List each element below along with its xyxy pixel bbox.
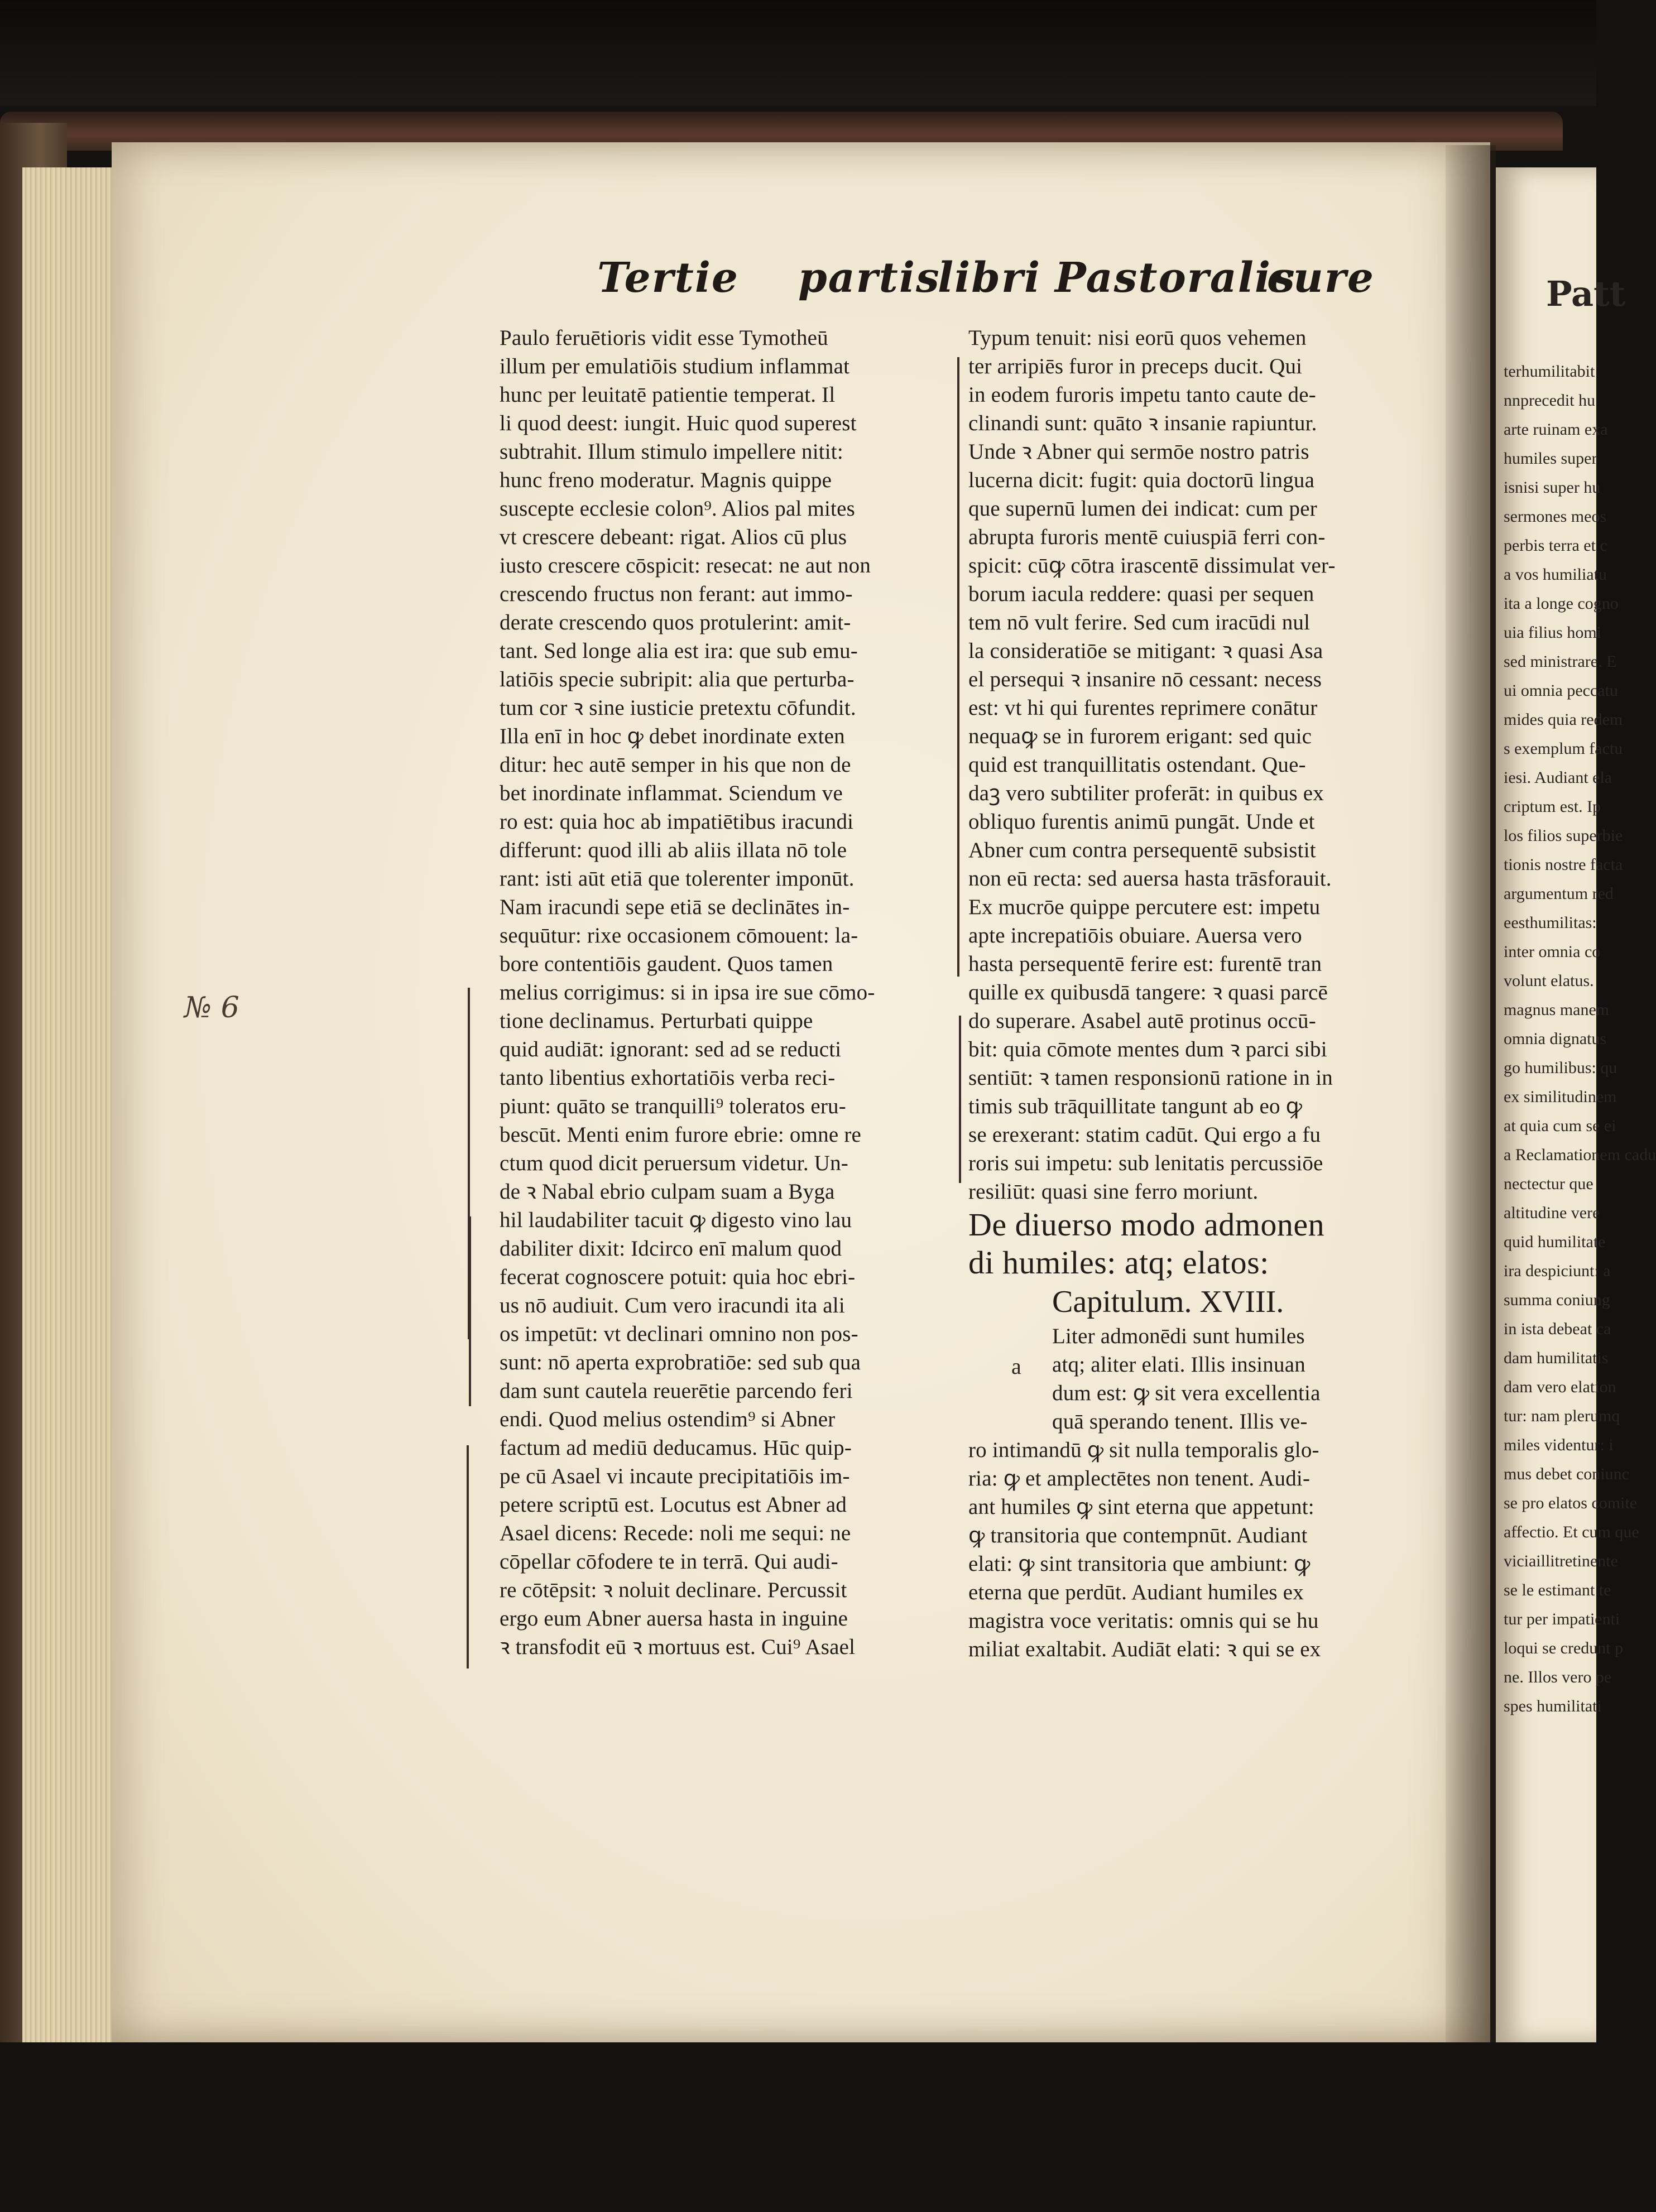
text-line: magnus manem (1504, 1001, 1610, 1019)
text-line: iusto crescere cōspicit: resecat: ne aut non (500, 554, 871, 578)
text-line: tant. Sed longe alia est ira: que sub emu- (500, 639, 858, 663)
text-line: piunt: quāto se tranquilli⁹ toleratos eru- (500, 1094, 846, 1118)
text-line: melius corrigimus: si in ipsa ire sue cōmo- (500, 980, 875, 1004)
right-column-body (968, 324, 1432, 1206)
text-line: Illa enī in hoc ꝙ debet inordinate exten (500, 724, 845, 748)
text-line: ditur: hec autē semper in his que non de (500, 753, 851, 777)
text-line: fecerat cognoscere potuit: quia hoc ebri- (500, 1265, 856, 1289)
text-line: humiles super (1504, 449, 1597, 468)
text-line: timis sub trāquillitate tangunt ab eo ꝙ (968, 1094, 1303, 1118)
text-line: rant: isti aūt etiā que tolerenter imponūt. (500, 867, 855, 891)
text-line: ꝙ transitoria que contempnūt. Audiant (968, 1523, 1308, 1547)
text-line: hasta persequentē ferire est: furentē tran (968, 952, 1322, 976)
running-head-word: Pastoralis (1055, 254, 1296, 302)
text-line: quille ex quibusdā tangere: ꝛ quasi parcē (968, 980, 1328, 1004)
text-line: ne. Illos vero pe (1504, 1668, 1612, 1686)
text-line: Asael dicens: Recede: noli me sequi: ne (500, 1521, 851, 1545)
text-line: quid audiāt: ignorant: sed ad se reducti (500, 1037, 842, 1061)
text-line: Abner cum contra persequentē subsistit (968, 838, 1316, 862)
text-line: borum iacula reddere: quasi per sequen (968, 582, 1314, 606)
text-line: ro est: quia hoc ab impatiētibus iracundi (500, 810, 854, 834)
text-line: dam sunt cautela reuerētie parcendo feri (500, 1379, 853, 1403)
text-line: que supernū lumen dei indicat: cum per (968, 497, 1317, 521)
text-line: el persequi ꝛ insanire nō cessant: necess (968, 667, 1322, 691)
text-line: los filios superbie (1504, 826, 1623, 845)
text-line: volunt elatus. (1504, 972, 1594, 990)
text-line: sed ministrare. E (1504, 652, 1617, 671)
text-column-left (500, 324, 924, 1661)
text-line: Liter admonēdi sunt humiles (1052, 1324, 1305, 1348)
text-line: in ista debeat ca (1504, 1320, 1611, 1338)
text-line: ria: ꝙ et amplectētes non tenent. Audi- (968, 1466, 1311, 1490)
text-line: mus debet coniunc (1504, 1465, 1629, 1483)
text-line: Paulo feruētioris vidit esse Tymotheū (500, 326, 828, 350)
text-line: at quia cum se ei (1504, 1117, 1616, 1135)
text-line: bescūt. Menti enim furore ebrie: omne re (500, 1123, 862, 1147)
chapter-label: Capitulum. XVIII. (1052, 1285, 1284, 1319)
text-line: iesi. Audiant ela (1504, 768, 1612, 787)
text-line: ira despiciunt: a (1504, 1262, 1611, 1280)
text-line: sentiūt: ꝛ tamen responsionū ratione in in (968, 1066, 1333, 1090)
text-line: in eodem furoris impetu tanto caute de- (968, 383, 1316, 407)
text-line: Unde ꝛ Abner qui sermōe nostro patris (968, 440, 1309, 464)
text-line: re cōtēpsit: ꝛ noluit declinare. Percussit (500, 1578, 847, 1602)
text-line: petere scriptū est. Locutus est Abner ad (500, 1493, 847, 1517)
text-line: crescendo fructus non ferant: aut immo- (500, 582, 853, 606)
text-line: nnprecedit hu (1504, 391, 1596, 410)
text-line: daꝫ vero subtiliter proferāt: in quibus ex (968, 781, 1324, 805)
text-line: nectectur que (1504, 1175, 1593, 1193)
text-line: eesthumilitas: (1504, 913, 1597, 932)
recto-page-edge (1496, 167, 1656, 2042)
text-line: pe cū Asael vi incaute precipitatiōis im- (500, 1464, 850, 1488)
margin-bracket (959, 1016, 961, 1183)
background-top (0, 0, 1596, 106)
running-head-word: partis (798, 254, 940, 302)
text-line: bit: quia cōmote mentes dum ꝛ parci sibi (968, 1037, 1327, 1061)
text-line: inter omnia co (1504, 942, 1601, 961)
text-line: atq; aliter elati. Illis insinuan (1052, 1353, 1305, 1377)
text-line: quid est tranquillitatis ostendant. Que- (968, 753, 1306, 777)
text-line: hunc per leuitatē patientie temperat. Il (500, 383, 836, 407)
text-line: latiōis specie subripit: alia que perturba- (500, 667, 855, 691)
text-line: tem nō vult ferire. Sed cum iracūdi nul (968, 610, 1311, 634)
recto-running-head: Patt (1546, 273, 1626, 314)
text-line: affectio. Et cum que (1504, 1523, 1639, 1541)
text-line: miles videntur: i (1504, 1436, 1614, 1454)
text-line: miliat exaltabit. Audiāt elati: ꝛ qui se ex (968, 1637, 1321, 1661)
text-line: terhumilitabit (1504, 362, 1595, 381)
text-line: isnisi super hu (1504, 478, 1601, 497)
text-line: uia filius homi (1504, 623, 1601, 642)
text-line: se le estimant te (1504, 1581, 1611, 1599)
text-line: bore contentiōis gaudent. Quos tamen (500, 952, 833, 976)
text-line: ex similitudinem (1504, 1088, 1617, 1106)
text-line: ergo eum Abner auersa hasta in inguine (500, 1607, 848, 1631)
margin-bracket (469, 1216, 471, 1406)
text-column-right (968, 324, 1432, 1663)
text-line: de ꝛ Nabal ebrio culpam suam a Byga (500, 1180, 835, 1204)
running-head-word: cure (1267, 254, 1375, 302)
text-line: apte increpatiōis obuiare. Auersa vero (968, 924, 1302, 948)
text-line: sermones meos (1504, 507, 1607, 526)
text-line: roris sui impetu: sub lenitatis percussiōe (968, 1151, 1323, 1175)
text-line: lucerna dicit: fugit: quia doctorū lingua (968, 468, 1315, 492)
text-line: go humilibus: qu (1504, 1059, 1617, 1077)
text-line: se pro elatos comite (1504, 1494, 1638, 1512)
text-line: loqui se credunt p (1504, 1639, 1624, 1657)
text-line: bet inordinate inflammat. Sciendum ve (500, 781, 843, 805)
text-line: a Reclamationem cadu (1504, 1146, 1656, 1164)
text-line: resiliūt: quasi sine ferro moriunt. (968, 1180, 1259, 1204)
text-line: elati: ꝙ sint transitoria que ambiunt: ꝙ (968, 1552, 1311, 1576)
text-line: subtrahit. Illum stimulo impellere nitit: (500, 440, 843, 464)
text-line: ui omnia peccatu (1504, 681, 1618, 700)
text-line: ctum quod dicit peruersum videtur. Un- (500, 1151, 848, 1175)
text-line: tur per impatienti (1504, 1610, 1620, 1628)
text-line: magistra voce veritatis: omnis qui se hu (968, 1609, 1319, 1633)
text-line: do superare. Asabel autē protinus occū- (968, 1009, 1316, 1033)
text-line: a vos humiliatu (1504, 565, 1607, 584)
text-line: mides quia redem (1504, 710, 1623, 729)
recto-text-fragment (1504, 357, 1656, 1721)
running-head-word: Tertie (597, 254, 740, 302)
text-line: ter arripiēs furor in preceps ducit. Qui (968, 354, 1303, 378)
text-line: endi. Quod melius ostendim⁹ si Abner (500, 1407, 836, 1431)
text-line: sunt: nō aperta exprobratiōe: sed sub qua (500, 1350, 861, 1374)
text-line: viciaillitretinente (1504, 1552, 1618, 1570)
text-line: eterna que perdūt. Audiant humiles ex (968, 1580, 1304, 1604)
text-line: ro intimandū ꝙ sit nulla temporalis glo- (968, 1438, 1319, 1462)
running-head (597, 254, 1375, 332)
text-line: spes humilitati (1504, 1697, 1602, 1715)
margin-bracket (467, 1445, 469, 1668)
text-line: est: vt hi qui furentes reprimere conātur (968, 696, 1318, 720)
text-line: nequaꝙ se in furorem erigant: sed quic (968, 724, 1312, 748)
text-line: se erexerant: statim cadūt. Qui ergo a fu (968, 1123, 1321, 1147)
text-line: os impetūt: vt declinari omnino non pos- (500, 1322, 858, 1346)
text-line: quā sperando tenent. Illis ve- (1052, 1410, 1308, 1434)
text-line: us nō audiuit. Cum vero iracundi ita ali (500, 1293, 845, 1317)
text-line: abrupta furoris mentē cuiuspiā ferri con- (968, 525, 1326, 549)
text-line: altitudine vere (1504, 1204, 1600, 1222)
text-line: dum est: ꝙ sit vera excellentia (1052, 1381, 1321, 1405)
gutter-shadow (1446, 145, 1496, 2042)
chapter-title-line: di humiles: atq; elatos: (968, 1244, 1269, 1281)
text-line: argumentum red (1504, 884, 1614, 903)
text-line: perbis terra et c (1504, 536, 1607, 555)
text-line: Ex mucrōe quippe percutere est: impetu (968, 895, 1321, 919)
text-line: hunc freno moderatur. Magnis quippe (500, 468, 832, 492)
text-line: tione declinamus. Perturbati quippe (500, 1009, 813, 1033)
guide-letter: a (1011, 1354, 1021, 1379)
text-line: tionis nostre facta (1504, 855, 1623, 874)
text-line: dam humilitatis (1504, 1349, 1609, 1367)
text-line: differunt: quod illi ab aliis illata nō tole (500, 838, 847, 862)
text-line: hil laudabiliter tacuit ꝙ digesto vino lau (500, 1208, 852, 1232)
running-head-word: libri (938, 254, 1041, 302)
margin-bracket (957, 357, 959, 977)
text-line: s exemplum factu (1504, 739, 1623, 758)
text-line: Typum tenuit: nisi eorū quos vehemen (968, 326, 1307, 350)
text-line: li quod deest: iungit. Huic quod superest (500, 411, 857, 435)
text-line: summa coniung (1504, 1291, 1610, 1309)
chapter-title-line: De diuerso modo admonen (968, 1206, 1325, 1243)
text-line: criptum est. Ip (1504, 797, 1601, 816)
text-line: ant humiles ꝙ sint eterna que appetunt: (968, 1495, 1314, 1519)
text-line: obliquo furentis animū pungāt. Unde et (968, 810, 1315, 834)
text-line: omnia dignatus (1504, 1030, 1607, 1048)
text-line: dabiliter dixit: Idcirco enī malum quod (500, 1237, 842, 1261)
text-line: illum per emulatiōis studium inflammat (500, 354, 850, 378)
text-line: ita a longe cogno (1504, 594, 1619, 613)
text-line: factum ad mediū deducamus. Hūc quip- (500, 1436, 852, 1460)
text-line: cōpellar cōfodere te in terrā. Qui audi- (500, 1550, 838, 1574)
text-line: tur: nam plerumq (1504, 1407, 1620, 1425)
text-line: arte ruinam exa (1504, 420, 1608, 439)
text-line: non eū recta: sed auersa hasta trāsforauit. (968, 867, 1332, 891)
text-line: suscepte ecclesie colon⁹. Alios pal mites (500, 497, 855, 521)
text-line: ꝛ transfodit eū ꝛ mortuus est. Cui⁹ Asael (500, 1635, 856, 1659)
text-line: dam vero elation (1504, 1378, 1616, 1396)
text-line: la consideratiōe se mitigant: ꝛ quasi Asa (968, 639, 1323, 663)
text-line: Nam iracundi sepe etiā se declinātes in- (500, 895, 850, 919)
text-line: tum cor ꝛ sine iusticie pretextu cōfundit. (500, 696, 856, 720)
text-line: vt crescere debeant: rigat. Alios cū plus (500, 525, 847, 549)
text-line: tanto libentius exhortatiōis verba reci- (500, 1066, 836, 1090)
chapter-body (968, 1322, 1432, 1663)
handwritten-margin-note: № 6 (184, 991, 239, 1025)
text-line: clinandi sunt: quāto ꝛ insanie rapiuntur. (968, 411, 1317, 435)
text-line: sequūtur: rixe occasionem cōmouent: la- (500, 924, 858, 948)
text-line: derate crescendo quos protulerint: amit- (500, 610, 851, 634)
text-line: spicit: cūꝙ cōtra irascentē dissimulat ver- (968, 554, 1336, 578)
text-line: quid humilitate (1504, 1233, 1606, 1251)
